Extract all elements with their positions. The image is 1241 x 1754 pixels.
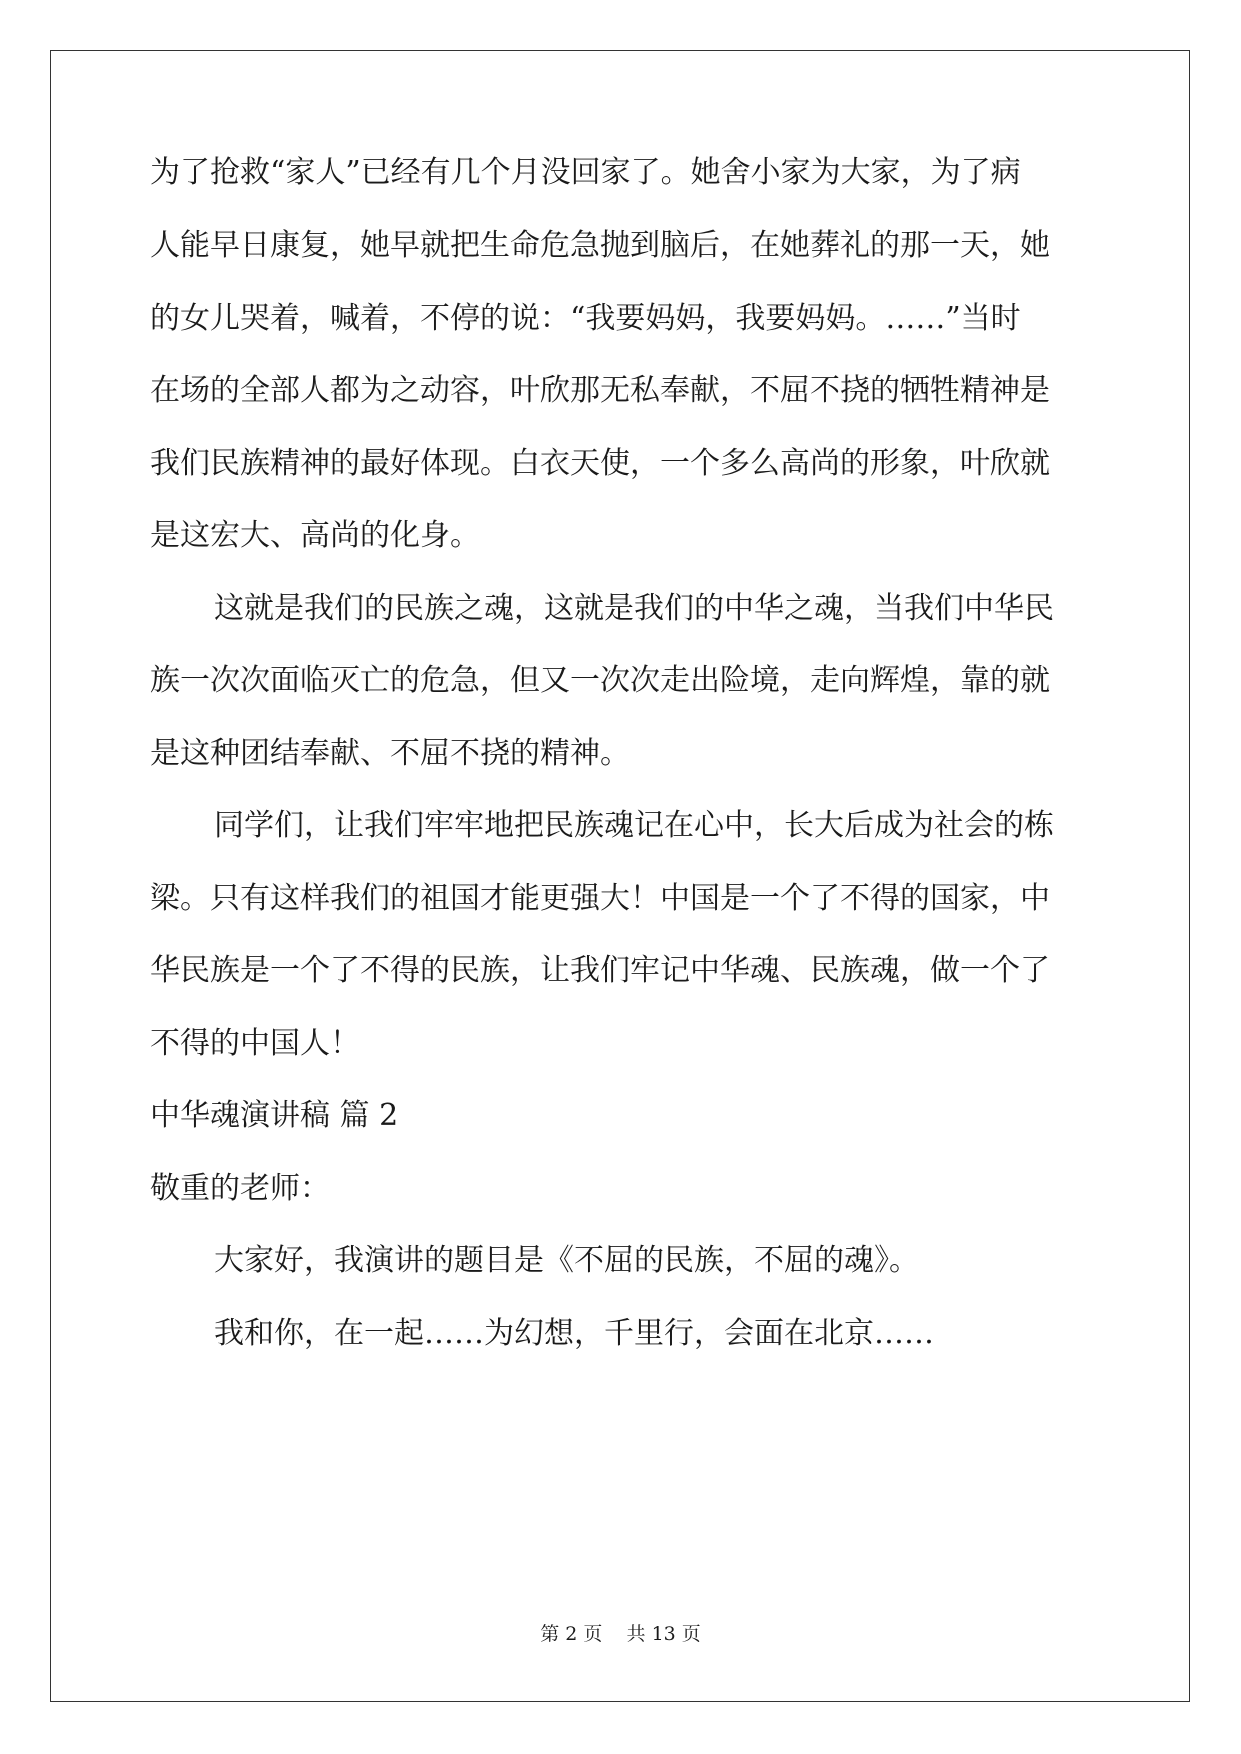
paragraph-start: 同学们，让我们牢牢地把民族魂记在心中，长大后成为社会的栋 <box>214 808 1054 843</box>
paragraph-start: 我和你，在一起……为幻想，千里行，会面在北京…… <box>214 1316 934 1351</box>
text-line: 为了抢救“家人”已经有几个月没回家了。她舍小家为大家，为了病 <box>150 155 1021 190</box>
text-line: 华民族是一个了不得的民族，让我们牢记中华魂、民族魂，做一个了 <box>150 953 1050 988</box>
text-line: 是这宏大、高尚的化身。 <box>150 518 480 553</box>
text-line: 我们民族精神的最好体现。白衣天使，一个多么高尚的形象，叶欣就 <box>150 446 1050 481</box>
text-line: 是这种团结奉献、不屈不挠的精神。 <box>150 736 630 771</box>
salutation: 敬重的老师： <box>150 1171 330 1206</box>
text-line: 族一次次面临灭亡的危急，但又一次次走出险境，走向辉煌，靠的就 <box>150 663 1050 698</box>
text-line: 的女儿哭着，喊着，不停的说：“我要妈妈，我要妈妈。……”当时 <box>150 301 1021 336</box>
text-line: 不得的中国人！ <box>150 1026 360 1061</box>
paragraph-start: 这就是我们的民族之魂，这就是我们的中华之魂，当我们中华民 <box>214 591 1054 626</box>
paragraph-start: 大家好，我演讲的题目是《不屈的民族，不屈的魂》。 <box>214 1243 919 1278</box>
text-line: 人能早日康复，她早就把生命危急抛到脑后，在她葬礼的那一天，她 <box>150 228 1050 263</box>
text-line: 梁。只有这样我们的祖国才能更强大！中国是一个了不得的国家，中 <box>150 881 1050 916</box>
page-footer: 第 2 页 共 13 页 <box>540 1623 701 1645</box>
section-heading: 中华魂演讲稿 篇 2 <box>150 1098 399 1133</box>
page-border <box>50 50 1190 1702</box>
text-line: 在场的全部人都为之动容，叶欣那无私奉献，不屈不挠的牺牲精神是 <box>150 373 1050 408</box>
